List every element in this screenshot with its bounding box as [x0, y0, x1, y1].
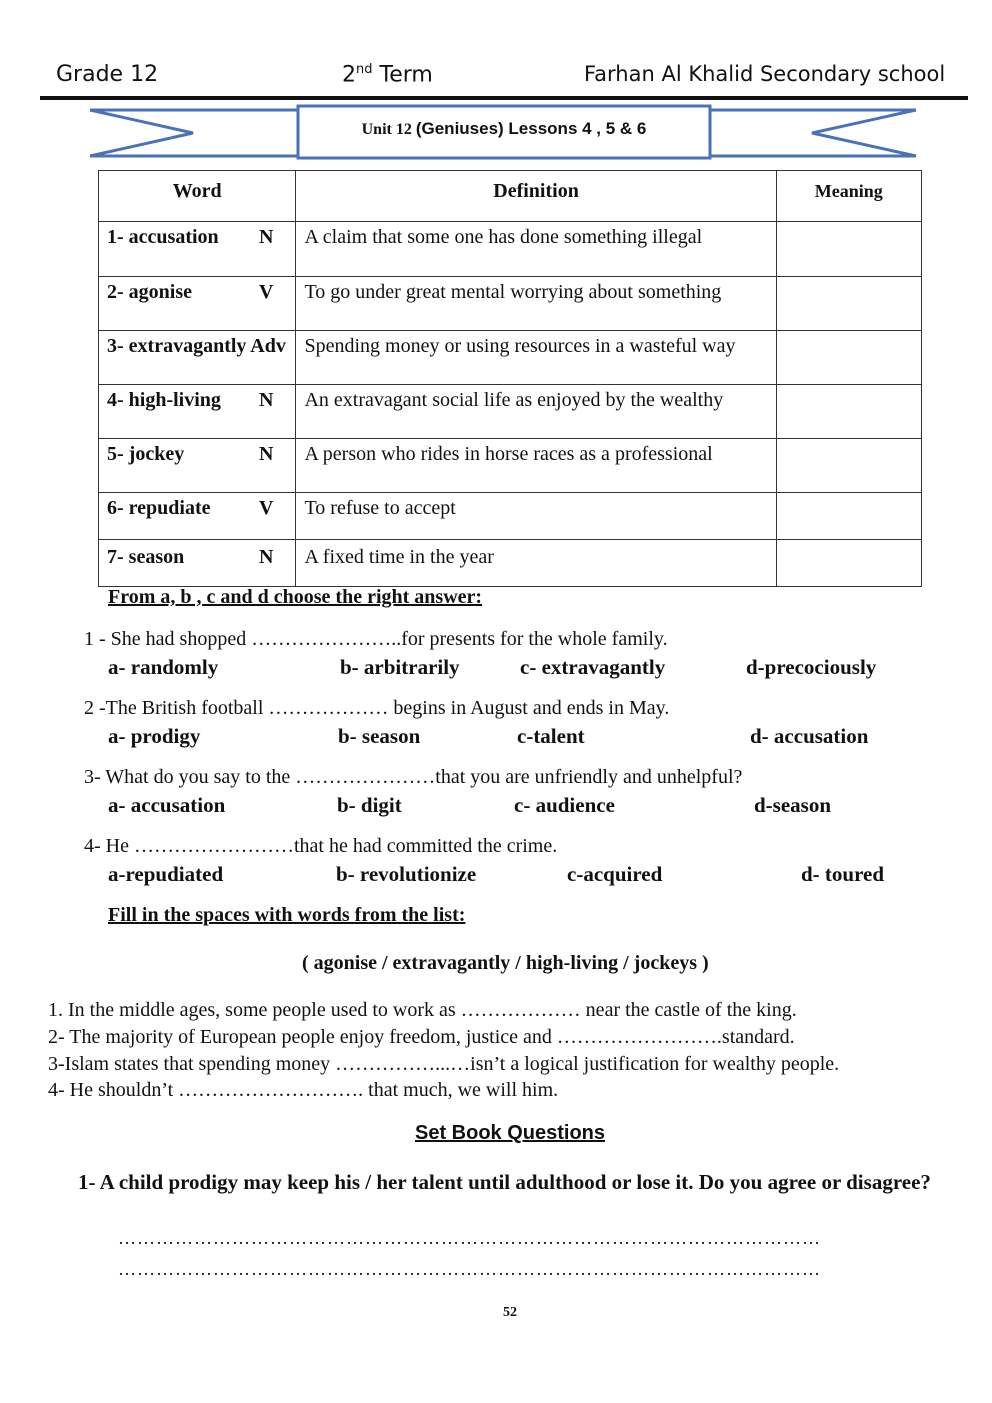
grade-label: Grade 12 — [56, 62, 159, 87]
mcq-heading: From a, b , c and d choose the right answer: — [108, 586, 483, 608]
part-of-speech: N — [259, 389, 274, 411]
meaning-cell[interactable] — [776, 222, 921, 277]
part-of-speech: N — [259, 226, 274, 248]
word-cell — [99, 331, 296, 385]
page-number: 52 — [503, 1305, 517, 1320]
question-2: 2 -The British football ……………… begins in August and ends in May. — [84, 697, 670, 719]
table-row — [99, 222, 922, 277]
term-number: 2 — [342, 62, 356, 88]
set-book-heading: Set Book Questions — [414, 1122, 606, 1144]
set-book-question: 1- A child prodigy may keep his / her talent until adulthood or lose it. Do you agree or disagree? — [78, 1170, 931, 1194]
vocab-header-row — [99, 171, 922, 222]
banner-left-arrow — [90, 110, 298, 156]
option-d[interactable]: d-season — [754, 793, 832, 817]
banner-unit: Unit 12 — [361, 121, 416, 138]
word-cell — [99, 493, 296, 540]
meaning-cell[interactable] — [776, 331, 921, 385]
word-cell — [99, 439, 296, 493]
banner-lessons: (Geniuses) Lessons 4 , 5 & 6 — [415, 119, 647, 138]
word-text: 1- accusation — [107, 226, 219, 248]
option-c[interactable]: c- audience — [514, 793, 615, 817]
banner-right-arrow — [710, 110, 916, 156]
fill-sentence-1: 1. In the middle ages, some people used to work as ……………… near the castle of the king. — [48, 999, 797, 1021]
table-row — [99, 540, 922, 587]
word-text: 4- high-living — [107, 389, 221, 411]
word-cell — [99, 222, 296, 277]
answer-line[interactable]: ………………………………………………………………………………………………… — [118, 1228, 821, 1248]
option-b[interactable]: b- revolutionize — [336, 862, 477, 886]
table-row — [99, 331, 922, 385]
fill-sentence-4: 4- He shouldn’t ………………………. that much, we will him. — [48, 1079, 559, 1101]
question-3: 3- What do you say to the …………………that you are unfriendly and unhelpful? — [84, 766, 743, 788]
option-a[interactable]: a-repudiated — [108, 862, 224, 886]
word-text: 3- extravagantly Adv — [107, 335, 286, 357]
answer-line[interactable]: ………………………………………………………………………………………………… — [118, 1259, 821, 1279]
option-a[interactable]: a- prodigy — [108, 724, 201, 748]
table-row — [99, 493, 922, 540]
vocab-table — [98, 170, 922, 587]
option-d[interactable]: d- accusation — [750, 724, 869, 748]
option-b[interactable]: b- arbitrarily — [340, 655, 460, 679]
option-d[interactable]: d- toured — [801, 862, 885, 886]
word-text: 7- season — [107, 546, 185, 568]
fill-sentence-2: 2- The majority of European people enjoy freedom, justice and …………………….standard. — [48, 1026, 795, 1048]
option-b[interactable]: b- season — [338, 724, 421, 748]
question-1: 1 - She had shopped …………………..for presents for the whole family. — [84, 628, 668, 650]
word-text: 5- jockey — [107, 443, 185, 465]
option-a[interactable]: a- randomly — [108, 655, 219, 679]
option-c[interactable]: c-acquired — [567, 862, 663, 886]
part-of-speech: V — [259, 281, 274, 303]
meaning-cell[interactable] — [776, 493, 921, 540]
definition-cell: To refuse to accept — [296, 493, 776, 540]
part-of-speech: V — [259, 497, 274, 519]
word-text: 2- agonise — [107, 281, 192, 303]
meaning-cell[interactable] — [776, 385, 921, 439]
table-row — [99, 439, 922, 493]
option-c[interactable]: c-talent — [517, 724, 585, 748]
term-label — [342, 62, 433, 87]
meaning-cell[interactable] — [776, 540, 921, 587]
table-row — [99, 277, 922, 331]
word-cell — [99, 277, 296, 331]
word-text: 6- repudiate — [107, 497, 211, 519]
header-word: Word — [99, 171, 296, 222]
question-4: 4- He ……………………that he had committed the crime. — [84, 835, 558, 857]
term-word: Term — [372, 62, 433, 88]
part-of-speech: N — [259, 546, 274, 568]
table-row — [99, 385, 922, 439]
option-a[interactable]: a- accusation — [108, 793, 226, 817]
fill-sentence-3: 3-Islam states that spending money ……………...…isn’t a logical justification for wealthy people. — [48, 1053, 840, 1075]
definition-cell: To go under great mental worrying about something — [296, 277, 776, 331]
option-b[interactable]: b- digit — [337, 793, 402, 817]
school-name: Farhan Al Khalid Secondary school — [584, 62, 946, 86]
option-d[interactable]: d-precociously — [746, 655, 877, 679]
definition-cell: Spending money or using resources in a wasteful way — [296, 331, 776, 385]
term-ordinal: nd — [356, 62, 373, 77]
definition-cell: A person who rides in horse races as a professional — [296, 439, 776, 493]
meaning-cell[interactable] — [776, 277, 921, 331]
header-definition: Definition — [296, 171, 776, 222]
header-meaning: Meaning — [776, 171, 921, 222]
meaning-cell[interactable] — [776, 439, 921, 493]
part-of-speech: N — [259, 443, 274, 465]
definition-cell: A fixed time in the year — [296, 540, 776, 587]
word-cell — [99, 385, 296, 439]
word-cell — [99, 540, 296, 587]
definition-cell: A claim that some one has done something illegal — [296, 222, 776, 277]
banner-title — [298, 119, 710, 139]
word-list: ( agonise / extravagantly / high-living / jockeys ) — [302, 952, 709, 974]
header-rule — [40, 96, 968, 100]
option-c[interactable]: c- extravagantly — [520, 655, 666, 679]
definition-cell: An extravagant social life as enjoyed by the wealthy — [296, 385, 776, 439]
fill-heading: Fill in the spaces with words from the list: — [108, 904, 466, 926]
